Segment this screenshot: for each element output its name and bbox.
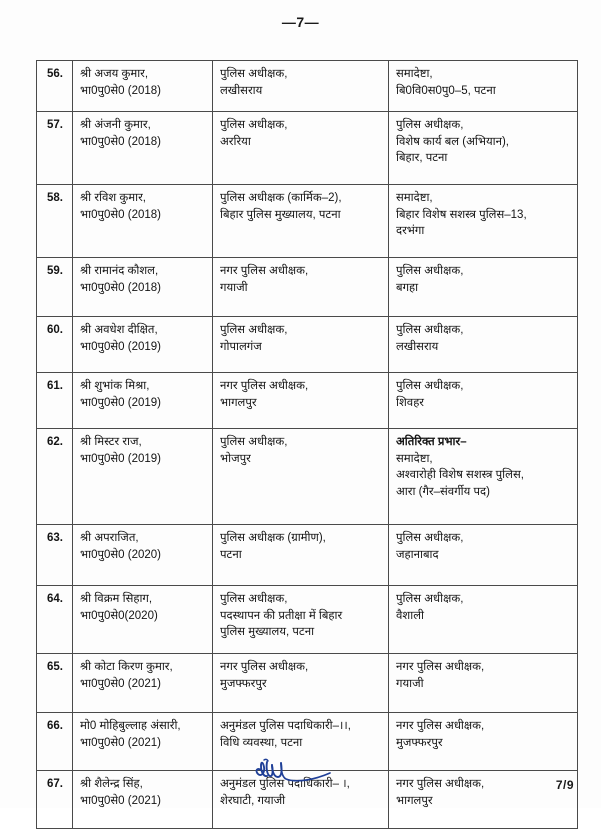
cell-current-posting-line: विधि व्यवस्था, पटना [220, 736, 303, 749]
cell-officer-name-line: भा0पु0से0 (2019) [80, 340, 161, 353]
cell-new-posting-line: नगर पुलिस अधीक्षक, [396, 720, 485, 732]
cell-new-posting-line: शिवहर [396, 396, 425, 409]
cell-current-posting-line: भागलपुर [220, 396, 257, 409]
cell-officer-name-line: श्री कोटा किरण कुमार, [80, 661, 173, 673]
cell-serial-number: 67. [37, 771, 73, 829]
cell-serial-number: 57. [37, 112, 73, 185]
cell-new-posting-line: भागलपुर [396, 794, 433, 807]
cell-officer-name [73, 185, 213, 258]
cell-current-posting-line: पुलिस मुख्यालय, पटना [220, 626, 315, 639]
cell-serial-number: 61. [37, 373, 73, 429]
cell-new-posting [389, 258, 578, 317]
cell-current-posting-line: पुलिस अधीक्षक, [220, 68, 288, 80]
cell-current-posting-line: लखीसराय [220, 84, 263, 97]
cell-current-posting [213, 185, 389, 258]
cell-new-posting-line: गयाजी [396, 677, 424, 690]
cell-new-posting-line: बिहार विशेष सशस्त्र पुलिस–13, [396, 208, 527, 221]
cell-current-posting-line: अररिया [220, 135, 251, 148]
cell-current-posting-line: गयाजी [220, 281, 248, 294]
cell-new-posting-line: समादेष्टा, [396, 192, 433, 204]
table-row [37, 586, 578, 654]
cell-officer-name [73, 713, 213, 771]
cell-current-posting [213, 61, 389, 112]
cell-current-posting-line: पुलिस अधीक्षक, [220, 593, 288, 605]
cell-current-posting-line: भोजपुर [220, 452, 251, 465]
cell-new-posting-line: बगहा [396, 281, 419, 294]
cell-serial-number: 59. [37, 258, 73, 317]
cell-officer-name-line: श्री मिस्टर राज, [80, 436, 142, 448]
cell-officer-name-line: भा0पु0से0 (2018) [80, 281, 161, 294]
table-row [37, 317, 578, 373]
cell-officer-name-line: श्री शैलेन्द्र सिंह, [80, 778, 143, 790]
cell-current-posting-line: मुजफ्फरपुर [220, 677, 267, 690]
table-row [37, 654, 578, 713]
cell-new-posting-line: नगर पुलिस अधीक्षक, [396, 661, 485, 673]
cell-officer-name-line: श्री अपराजित, [80, 532, 139, 544]
cell-new-posting [389, 525, 578, 586]
cell-current-posting-line: पटना [220, 548, 242, 561]
cell-current-posting-line: नगर पुलिस अधीक्षक, [220, 380, 309, 392]
table-row [37, 61, 578, 112]
cell-officer-name [73, 586, 213, 654]
cell-officer-name-line: श्री रविश कुमार, [80, 192, 146, 204]
cell-officer-name-line: मो0 मोहिबुल्लाह अंसारी, [80, 720, 181, 732]
cell-new-posting [389, 654, 578, 713]
cell-serial-number: 58. [37, 185, 73, 258]
cell-current-posting-line: अनुमंडल पुलिस पदाधिकारी–।।, [220, 720, 351, 732]
cell-current-posting-line: गोपालगंज [220, 340, 262, 353]
cell-new-posting-line: मुजफ्फरपुर [396, 736, 443, 749]
cell-current-posting [213, 258, 389, 317]
cell-current-posting [213, 373, 389, 429]
cell-serial-number: 60. [37, 317, 73, 373]
cell-new-posting-line: बिहार, पटना [396, 152, 448, 165]
cell-current-posting-line: बिहार पुलिस मुख्यालय, पटना [220, 208, 341, 221]
signature-mark [252, 756, 362, 790]
cell-current-posting [213, 317, 389, 373]
cell-serial-number: 64. [37, 586, 73, 654]
cell-officer-name-line: भा0पु0से0 (2020) [80, 548, 161, 561]
cell-new-posting [389, 771, 578, 829]
cell-current-posting [213, 429, 389, 525]
cell-serial-number: 62. [37, 429, 73, 525]
cell-current-posting-line: पुलिस अधीक्षक, [220, 436, 288, 448]
cell-current-posting [213, 525, 389, 586]
cell-officer-name-line: श्री शुभांक मिश्रा, [80, 380, 150, 392]
cell-officer-name [73, 654, 213, 713]
cell-new-posting-line: समादेष्टा, [396, 68, 433, 80]
cell-new-posting-line: जहानाबाद [396, 548, 439, 561]
cell-current-posting-line: अनुमंडल पुलिस पदाधिकारी– ।, [220, 778, 350, 790]
cell-current-posting-line: शेरघाटी, गयाजी [220, 794, 286, 807]
table-row [37, 525, 578, 586]
cell-officer-name-line: भा0पु0से0 (2019) [80, 396, 161, 409]
cell-officer-name [73, 525, 213, 586]
cell-officer-name-line: श्री विक्रम सिहाग, [80, 593, 153, 605]
table-row [37, 429, 578, 525]
cell-officer-name-line: श्री अंजनी कुमार, [80, 119, 151, 131]
cell-officer-name-line: भा0पु0से0 (2018) [80, 208, 161, 221]
cell-officer-name-line: भा0पु0से0 (2018) [80, 135, 161, 148]
cell-current-posting-line: नगर पुलिस अधीक्षक, [220, 265, 309, 277]
cell-new-posting [389, 429, 578, 525]
cell-new-posting [389, 317, 578, 373]
cell-new-posting-line: समादेष्टा, [396, 452, 433, 465]
cell-current-posting-line: नगर पुलिस अधीक्षक, [220, 661, 309, 673]
cell-new-posting-line: पुलिस अधीक्षक, [396, 380, 464, 392]
cell-new-posting-line: बि0वि0स0पु0–5, पटना [396, 84, 496, 97]
cell-officer-name-line: श्री रामानंद कौशल, [80, 265, 159, 277]
cell-current-posting-line: पुलिस अधीक्षक, [220, 119, 288, 131]
table-row [37, 258, 578, 317]
cell-new-posting-line: पुलिस अधीक्षक, [396, 265, 464, 277]
table-row [37, 373, 578, 429]
cell-officer-name [73, 429, 213, 525]
cell-new-posting-line: पुलिस अधीक्षक, [396, 324, 464, 336]
officer-transfer-table [36, 60, 578, 829]
cell-new-posting-line: विशेष कार्य बल (अभियान), [396, 135, 510, 148]
cell-current-posting-line: पुलिस अधीक्षक (कार्मिक–2), [220, 192, 342, 204]
cell-new-posting [389, 112, 578, 185]
cell-current-posting [213, 112, 389, 185]
cell-new-posting-line: अतिरिक्त प्रभार– [396, 436, 467, 448]
cell-current-posting [213, 654, 389, 713]
cell-new-posting [389, 373, 578, 429]
cell-new-posting-line: अश्वारोही विशेष सशस्त्र पुलिस, [396, 469, 524, 482]
page-footer-number: 7/9 [555, 778, 574, 792]
cell-serial-number: 65. [37, 654, 73, 713]
cell-new-posting-line: पुलिस अधीक्षक, [396, 532, 464, 544]
cell-officer-name [73, 317, 213, 373]
cell-officer-name-line: भा0पु0से0 (2021) [80, 794, 161, 807]
cell-current-posting [213, 586, 389, 654]
cell-new-posting-line: वैशाली [396, 609, 424, 622]
cell-new-posting-line: पुलिस अधीक्षक, [396, 593, 464, 605]
cell-officer-name [73, 61, 213, 112]
cell-new-posting [389, 586, 578, 654]
cell-officer-name [73, 771, 213, 829]
cell-new-posting-line: लखीसराय [396, 340, 439, 353]
cell-current-posting-line: पुलिस अधीक्षक (ग्रामीण), [220, 532, 326, 544]
cell-new-posting [389, 713, 578, 771]
roster-table-wrapper [36, 60, 577, 829]
cell-officer-name-line: भा0पु0से0 (2018) [80, 84, 161, 97]
cell-officer-name [73, 258, 213, 317]
cell-serial-number: 63. [37, 525, 73, 586]
cell-new-posting-line: नगर पुलिस अधीक्षक, [396, 778, 485, 790]
cell-officer-name-line: भा0पु0से0 (2019) [80, 452, 161, 465]
cell-new-posting-line: पुलिस अधीक्षक, [396, 119, 464, 131]
cell-officer-name-line: श्री अवधेश दीक्षित, [80, 324, 158, 336]
page-number-top: —7— [281, 14, 320, 30]
cell-current-posting-line: पुलिस अधीक्षक, [220, 324, 288, 336]
cell-officer-name-line: भा0पु0से0(2020) [80, 609, 158, 622]
cell-new-posting-line: दरभंगा [396, 225, 425, 238]
cell-officer-name [73, 373, 213, 429]
table-row [37, 112, 578, 185]
table-row [37, 185, 578, 258]
cell-new-posting [389, 185, 578, 258]
cell-serial-number: 66. [37, 713, 73, 771]
cell-officer-name-line: भा0पु0से0 (2021) [80, 736, 161, 749]
cell-officer-name [73, 112, 213, 185]
cell-current-posting-line: पदस्थापन की प्रतीक्षा में बिहार [220, 609, 343, 622]
cell-new-posting [389, 61, 578, 112]
cell-serial-number: 56. [37, 61, 73, 112]
cell-officer-name-line: भा0पु0से0 (2021) [80, 677, 161, 690]
cell-new-posting-line: आरा (गैर–संवर्गीय पद) [396, 486, 490, 499]
cell-officer-name-line: श्री अजय कुमार, [80, 68, 149, 80]
